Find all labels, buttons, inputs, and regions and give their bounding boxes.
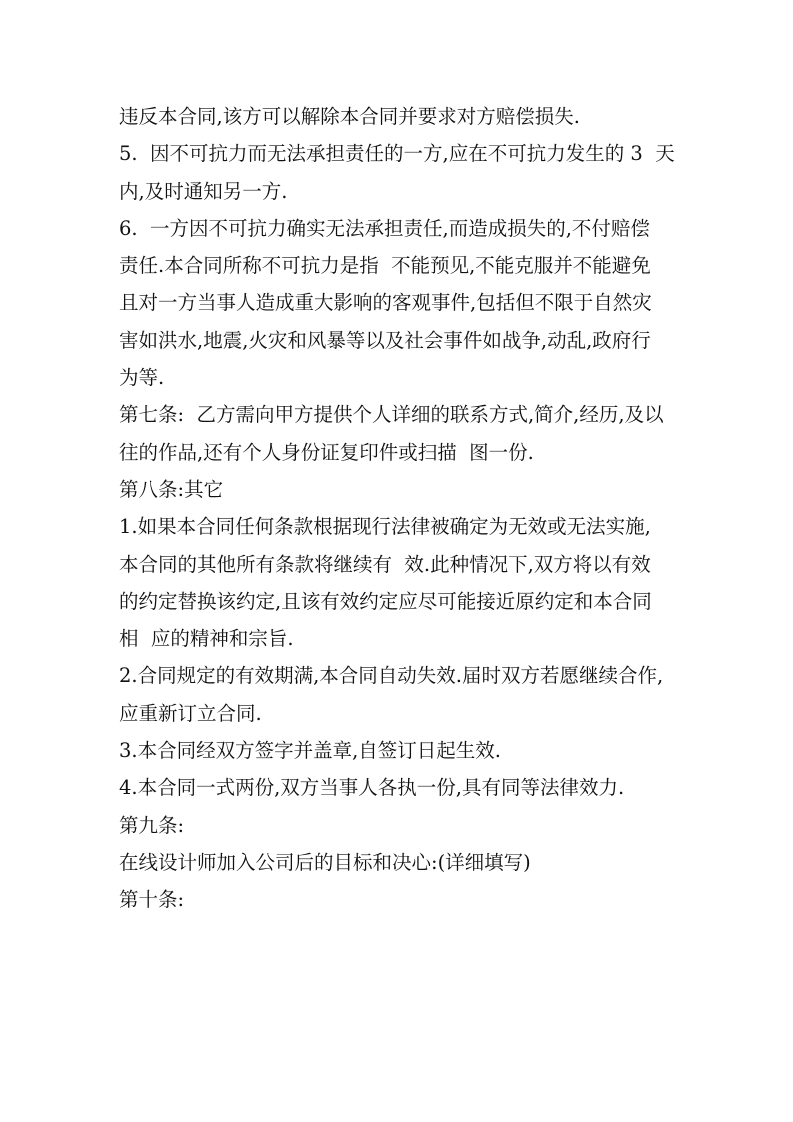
section-heading: 第八条:其它 [119, 477, 224, 501]
text-line: 4.本合同一式两份,双方当事人各执一份,具有同等法律效力. [119, 776, 625, 800]
text-line: 相 应的精神和宗旨. [119, 627, 294, 651]
text-line: 害如洪水,地震,火灾和风暴等以及社会事件如战争,动乱,政府行 [119, 328, 651, 352]
text-line: 为等. [119, 366, 165, 390]
text-line: 往的作品,还有个人身份证复印件或扫描 图一份. [119, 440, 534, 464]
text-line: 在线设计师加入公司后的目标和决心:(详细填写) [119, 850, 531, 874]
text-line: 应重新订立合同. [119, 701, 262, 725]
section-heading: 第九条: [119, 813, 185, 837]
text-line: 且对一方当事人造成重大影响的客观事件,包括但不限于自然灾 [119, 291, 652, 315]
text-line: 内,及时通知另一方. [119, 179, 288, 203]
text-line: 1.如果本合同任何条款根据现行法律被确定为无效或无法实施, [119, 515, 651, 539]
text-line: 违反本合同,该方可以解除本合同并要求对方赔偿损失. [119, 105, 580, 128]
text-line: 的约定替换该约定,且该有效约定应尽可能接近原约定和本合同 [119, 589, 652, 613]
text-line: 2.合同规定的有效期满,本合同自动失效.届时双方若愿继续合作, [119, 664, 664, 688]
document-body [119, 98, 679, 919]
text-line: 责任.本合同所称不可抗力是指 不能预见,不能克服并不能避免 [119, 254, 651, 278]
section-heading: 第十条: [119, 888, 185, 912]
text-line: 5. 因不可抗力而无法承担责任的一方,应在不可抗力发生的 3 天 [119, 142, 675, 166]
text-line: 6. 一方因不可抗力确实无法承担责任,而造成损失的,不付赔偿 [119, 216, 650, 240]
text-line: 本合同的其他所有条款将继续有 效.此种情况下,双方将以有效 [119, 552, 651, 576]
text-line: 第七条: 乙方需向甲方提供个人详细的联系方式,简介,经历,及以 [119, 403, 664, 427]
text-line: 3.本合同经双方签字并盖章,自签订日起生效. [119, 739, 502, 763]
